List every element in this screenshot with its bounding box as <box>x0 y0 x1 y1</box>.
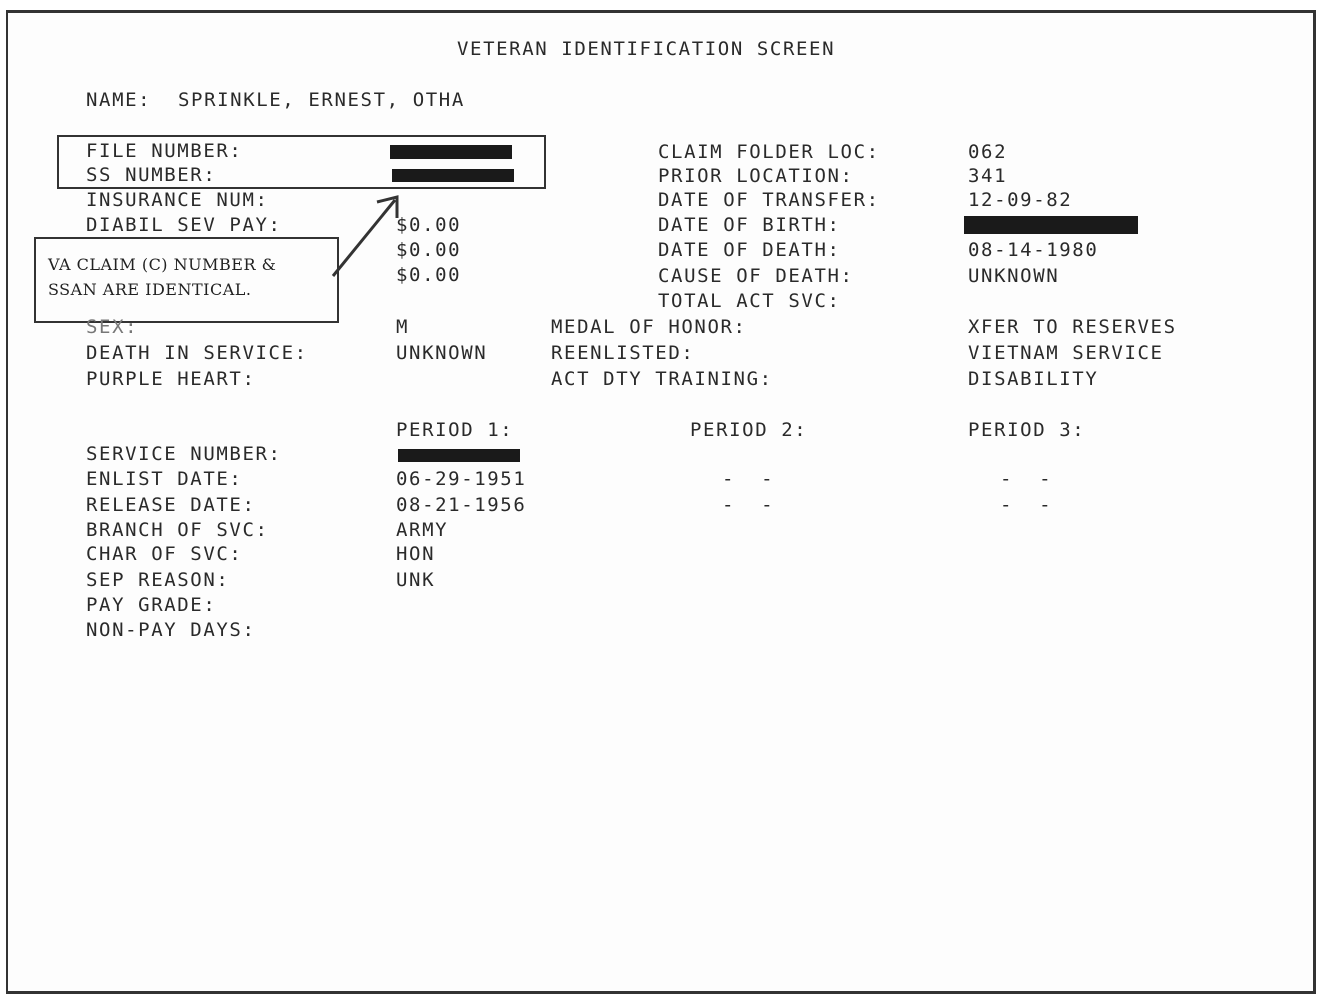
branch-of-svc-p1: ARMY <box>396 519 449 541</box>
date-of-death-label: DATE OF DEATH: <box>658 239 841 261</box>
callout-line-2: SSAN ARE IDENTICAL. <box>48 280 252 299</box>
insurance-num-label: INSURANCE NUM: <box>86 189 269 211</box>
char-of-svc-label: CHAR OF SVC: <box>86 543 243 565</box>
death-in-service-value: UNKNOWN <box>396 342 488 364</box>
enlist-date-label: ENLIST DATE: <box>86 468 243 490</box>
prior-location-value: 341 <box>968 165 1008 187</box>
date-of-birth-label: DATE OF BIRTH: <box>658 214 841 236</box>
date-of-death-value: 08-14-1980 <box>968 239 1099 261</box>
cause-of-death-label: CAUSE OF DEATH: <box>658 265 854 287</box>
sex-value: M <box>396 316 410 338</box>
non-pay-days-label: NON-PAY DAYS: <box>86 619 256 641</box>
branch-of-svc-label: BRANCH OF SVC: <box>86 519 269 541</box>
callout-arrow-icon <box>325 190 410 280</box>
pay-value-2: $0.00 <box>396 239 462 261</box>
disability-flag: DISABILITY <box>968 368 1099 390</box>
medal-of-honor-label: MEDAL OF HONOR: <box>551 316 747 338</box>
prior-location-label: PRIOR LOCATION: <box>658 165 854 187</box>
service-number-label: SERVICE NUMBER: <box>86 443 282 465</box>
disabil-sev-pay-value: $0.00 <box>396 214 462 236</box>
release-date-label: RELEASE DATE: <box>86 494 256 516</box>
release-date-p1: 08-21-1956 <box>396 494 527 516</box>
callout-line-1: VA CLAIM (C) NUMBER & <box>48 255 277 274</box>
name-value: SPRINKLE, ERNEST, OTHA <box>178 89 465 111</box>
sep-reason-label: SEP REASON: <box>86 569 230 591</box>
sex-label: SEX: <box>86 316 139 338</box>
release-date-p2: - - <box>722 494 775 516</box>
act-dty-training-label: ACT DTY TRAINING: <box>551 368 773 390</box>
claim-folder-loc-label: CLAIM FOLDER LOC: <box>658 141 880 163</box>
enlist-date-p3: - - <box>1000 468 1053 490</box>
name-label: NAME: <box>86 89 152 111</box>
period-2-header: PERIOD 2: <box>690 419 808 441</box>
date-of-transfer-value: 12-09-82 <box>968 189 1073 211</box>
ss-number-label: SS NUMBER: <box>86 164 217 186</box>
date-of-birth-redaction <box>964 216 1138 234</box>
vietnam-service-flag: VIETNAM SERVICE <box>968 342 1164 364</box>
total-act-svc-label: TOTAL ACT SVC: <box>658 290 841 312</box>
reenlisted-label: REENLISTED: <box>551 342 695 364</box>
enlist-date-p2: - - <box>722 468 775 490</box>
release-date-p3: - - <box>1000 494 1053 516</box>
file-number-label: FILE NUMBER: <box>86 140 243 162</box>
death-in-service-label: DEATH IN SERVICE: <box>86 342 308 364</box>
pay-grade-label: PAY GRADE: <box>86 594 217 616</box>
sep-reason-p1: UNK <box>396 569 436 591</box>
pay-value-3: $0.00 <box>396 264 462 286</box>
ss-number-redaction <box>392 169 514 182</box>
disabil-sev-pay-label: DIABIL SEV PAY: <box>86 214 282 236</box>
cause-of-death-value: UNKNOWN <box>968 265 1060 287</box>
enlist-date-p1: 06-29-1951 <box>396 468 527 490</box>
service-number-redaction <box>398 449 520 462</box>
claim-folder-loc-value: 062 <box>968 141 1008 163</box>
file-number-redaction <box>390 145 512 159</box>
screen-title: VETERAN IDENTIFICATION SCREEN <box>457 38 836 60</box>
period-1-header: PERIOD 1: <box>396 419 514 441</box>
purple-heart-label: PURPLE HEART: <box>86 368 256 390</box>
period-3-header: PERIOD 3: <box>968 419 1086 441</box>
date-of-transfer-label: DATE OF TRANSFER: <box>658 189 880 211</box>
xfer-to-reserves-flag: XFER TO RESERVES <box>968 316 1177 338</box>
char-of-svc-p1: HON <box>396 543 436 565</box>
